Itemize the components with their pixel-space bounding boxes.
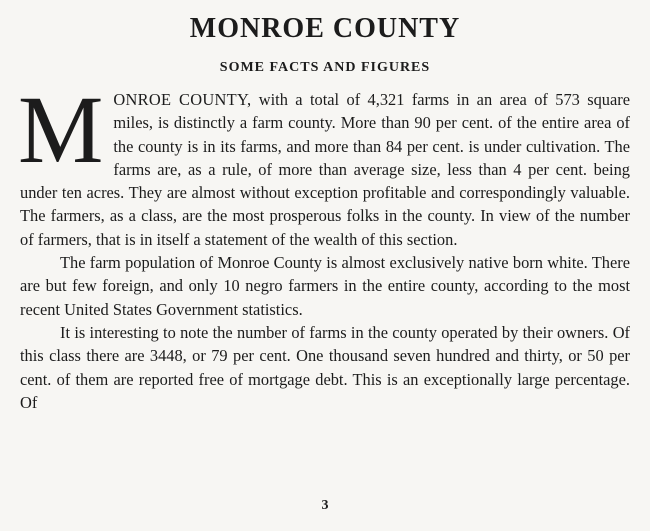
drop-cap: M: [18, 76, 104, 183]
paragraph-3: It is interesting to note the number of farms in the county operated by their owners. Of this class there are 3448, or 79 per cent. One thousand seven hundred and thirty, or 50 per cent. of them are reported free of mortgage debt. This is an exceptionally large percentage. Of: [20, 322, 630, 412]
page-number: 3: [321, 498, 329, 513]
paragraph-2: The farm population of Monroe County is almost exclusively native born white. There are but few foreign, and only 10 negro farmers in the entire county, according to the most recent United States Government statistics.: [20, 253, 630, 319]
paragraph-1: [18, 76, 630, 251]
page-subtitle: SOME FACTS AND FIGURES: [219, 60, 431, 75]
lead-in: ONROE COUNTY,: [113, 90, 252, 109]
page-title: MONROE COUNTY: [189, 13, 461, 44]
article-body: [18, 76, 630, 414]
paragraph-1-text: with a total of 4,321 farms in an area of 573 square miles, is distinctly a farm county. More than 90 per cent. of the entire area of the county is in its farms, and more than 84 per cent. is under cultivation. The farms are, as a rule, of more than average size, less than 4 per cent. being under ten acres. They are almost without exception profitable and correspondingly valuable. The farmers, as a class, are the most prosperous folks in the county. In view of the number of farmers, that is in itself a statement of the wealth of this section.: [20, 90, 630, 249]
